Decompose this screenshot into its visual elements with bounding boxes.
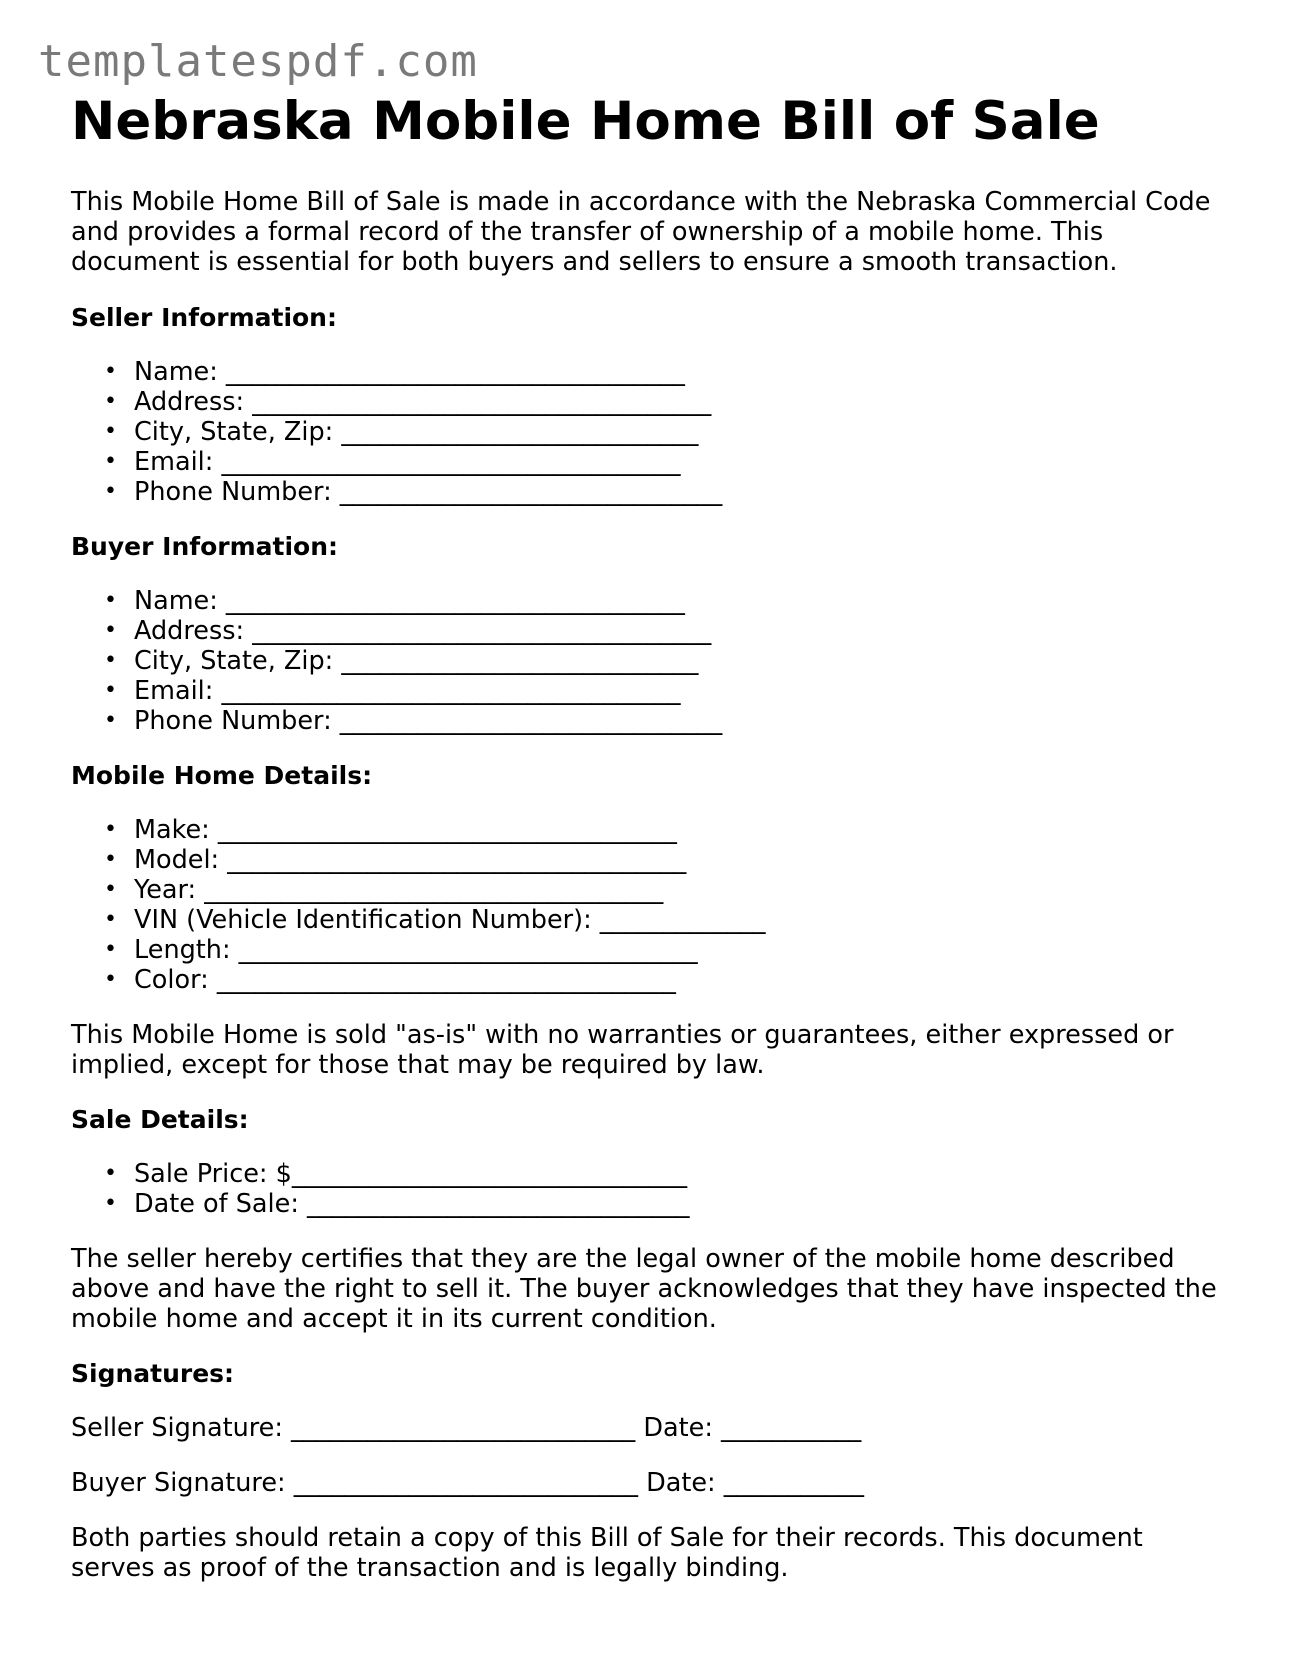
intro-paragraph: This Mobile Home Bill of Sale is made in accordance with the Nebraska Commercial Code and provides a formal record of the transfer of ownership of a mobile home. This document is essential for both buyers and sellers to ensure a smooth transaction.: [71, 187, 1211, 277]
certification-paragraph: The seller hereby certifies that they are the legal owner of the mobile home described above and have the right to sell it. The buyer acknowledges that they have inspected the mobile home and accept it in its current condition.: [71, 1244, 1217, 1334]
seller-phone-field[interactable]: • Phone Number: ______________________________: [104, 477, 723, 507]
length-field[interactable]: • Length: ____________________________________: [104, 935, 698, 965]
bullet-icon: •: [104, 877, 117, 902]
buyer-email-field[interactable]: • Email: ____________________________________: [104, 676, 681, 706]
date-of-sale-field[interactable]: • Date of Sale: ______________________________: [104, 1189, 690, 1219]
sale-fields: [71, 1159, 1231, 1219]
bullet-icon: •: [104, 937, 117, 962]
buyer-phone-field[interactable]: • Phone Number: ______________________________: [104, 706, 723, 736]
seller-city-state-zip-field[interactable]: • City, State, Zip: ____________________________: [104, 417, 699, 447]
bullet-icon: •: [104, 1191, 117, 1216]
bullet-icon: •: [104, 907, 117, 932]
sale-price-field[interactable]: • Sale Price: $_______________________________: [104, 1159, 688, 1189]
model-field[interactable]: • Model: ____________________________________: [104, 845, 687, 875]
year-field[interactable]: • Year: ____________________________________: [104, 875, 664, 905]
bullet-icon: •: [104, 648, 117, 673]
color-field[interactable]: • Color: ____________________________________: [104, 965, 676, 995]
signatures-heading: Signatures:: [71, 1359, 235, 1388]
seller-email-field[interactable]: • Email: ____________________________________: [104, 447, 681, 477]
mobile-home-heading: Mobile Home Details:: [71, 761, 373, 790]
bullet-icon: •: [104, 389, 117, 414]
sale-heading: Sale Details:: [71, 1105, 249, 1134]
buyer-city-state-zip-field[interactable]: • City, State, Zip: ____________________________: [104, 646, 699, 676]
closing-paragraph: Both parties should retain a copy of this Bill of Sale for their records. This document serves as proof of the transaction and is legally binding.: [71, 1523, 1143, 1583]
buyer-signature-line[interactable]: Buyer Signature: ___________________________ Date: ___________: [71, 1468, 864, 1498]
buyer-name-field[interactable]: • Name: ____________________________________: [104, 586, 685, 616]
seller-signature-line[interactable]: Seller Signature: ___________________________ Date: ___________: [71, 1413, 862, 1443]
buyer-address-field[interactable]: • Address: ____________________________________: [104, 616, 712, 646]
bullet-icon: •: [104, 967, 117, 992]
seller-fields: [71, 357, 1231, 507]
seller-address-field[interactable]: • Address: ____________________________________: [104, 387, 712, 417]
bullet-icon: •: [104, 1161, 117, 1186]
seller-name-field[interactable]: • Name: ____________________________________: [104, 357, 685, 387]
bullet-icon: •: [104, 588, 117, 613]
buyer-heading: Buyer Information:: [71, 532, 339, 561]
bullet-icon: •: [104, 678, 117, 703]
bullet-icon: •: [104, 708, 117, 733]
as-is-paragraph: This Mobile Home is sold "as-is" with no warranties or guarantees, either expressed or implied, except for those that may be required by law.: [71, 1020, 1174, 1080]
bullet-icon: •: [104, 618, 117, 643]
bullet-icon: •: [104, 817, 117, 842]
document-title: Nebraska Mobile Home Bill of Sale: [71, 91, 1100, 152]
bullet-icon: •: [104, 419, 117, 444]
document-page: [71, 90, 1231, 1583]
bullet-icon: •: [104, 479, 117, 504]
bullet-icon: •: [104, 449, 117, 474]
watermark: templatespdf.com: [38, 36, 478, 87]
buyer-fields: [71, 586, 1231, 736]
mobile-home-fields: [71, 815, 1231, 995]
bullet-icon: •: [104, 847, 117, 872]
make-field[interactable]: • Make: ____________________________________: [104, 815, 677, 845]
seller-heading: Seller Information:: [71, 303, 337, 332]
bullet-icon: •: [104, 359, 117, 384]
vin-field[interactable]: • VIN (Vehicle Identification Number): _____________: [104, 905, 766, 935]
